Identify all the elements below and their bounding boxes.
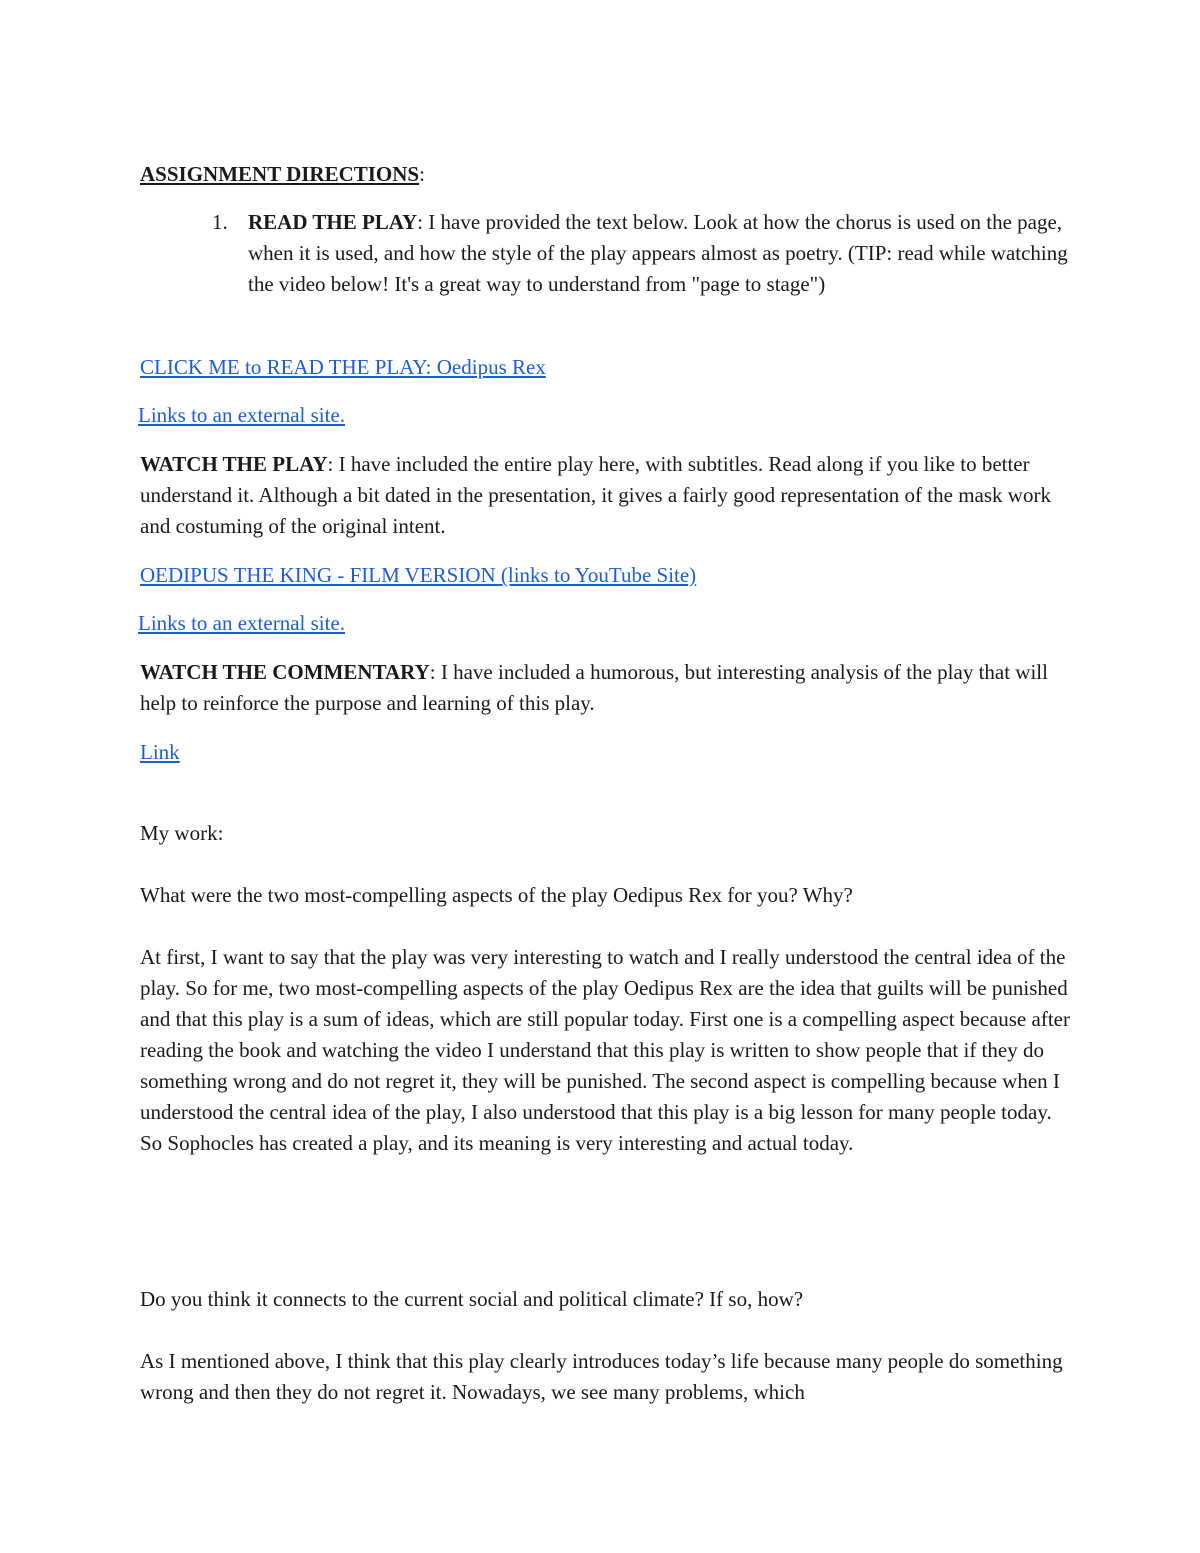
commentary-paragraph (140, 657, 1070, 719)
question-2: Do you think it connects to the current social and political climate? If so, how? (140, 1287, 804, 1311)
read-play-label: READ THE PLAY (248, 210, 418, 234)
watch-play-paragraph (140, 449, 1070, 542)
assignment-heading (140, 159, 1070, 190)
list-number: 1. (212, 210, 228, 234)
heading-colon: : (419, 162, 425, 186)
commentary-label: WATCH THE COMMENTARY (140, 660, 430, 684)
read-play-paragraph (140, 352, 1070, 383)
read-play-link[interactable]: CLICK ME to READ THE PLAY: Oedipus Rex (140, 355, 546, 379)
read-play-text: : I have provided the text below. Look at how the chorus is used on the page, when it is used, and how the style of the play appears almost as poetry. (TIP: read while watching the video below! It's a great way to understand from "page to stage") (248, 210, 1068, 296)
answer-2: As I mentioned above, I think that this play clearly introduces today’s life because many people do something wrong and then they do not regret it. Nowadays, we see many problems, which (140, 1349, 1063, 1404)
external-site-paragraph-2 (138, 608, 1068, 639)
film-version-link[interactable]: OEDIPUS THE KING - FILM VERSION (links to YouTube Site) (140, 563, 697, 587)
answer-1: At first, I want to say that the play was very interesting to watch and I really understood the central idea of the play. So for me, two most-compelling aspects of the play Oedipus Rex are the idea that guilts will be punished and that this play is a sum of ideas, which are still popular today. First one is a compelling aspect because after reading the book and watching the video I understand that this play is written to show people that if they do something wrong and do not regret it, they will be punished. The second aspect is compelling because when I understood the central idea of the play, I also understood that this play is a big lesson for many people today. So Sophocles has created a play, and its meaning is very interesting and actual today. (140, 945, 1070, 1155)
film-version-paragraph (140, 560, 1070, 591)
question-1: What were the two most-compelling aspects of the play Oedipus Rex for you? Why? (140, 883, 853, 907)
watch-play-text: : I have included the entire play here, with subtitles. Read along if you like to better understand it. Although a bit dated in the presentation, it gives a fairly good representation of the mask work and costuming of the original intent. (140, 452, 1051, 538)
heading-title: ASSIGNMENT DIRECTIONS (140, 162, 420, 186)
commentary-link[interactable]: Link (140, 740, 180, 764)
external-site-link-1[interactable]: Links to an external site. (138, 403, 346, 427)
my-work-label: My work: (140, 821, 224, 845)
commentary-text: : I have included a humorous, but interesting analysis of the play that will help to reinforce the purpose and learning of this play. (140, 660, 1048, 715)
external-site-paragraph-1 (138, 400, 1068, 431)
external-site-link-2[interactable]: Links to an external site. (138, 611, 346, 635)
watch-play-label: WATCH THE PLAY (140, 452, 328, 476)
list-text (248, 207, 1068, 300)
commentary-link-paragraph (140, 737, 1070, 768)
